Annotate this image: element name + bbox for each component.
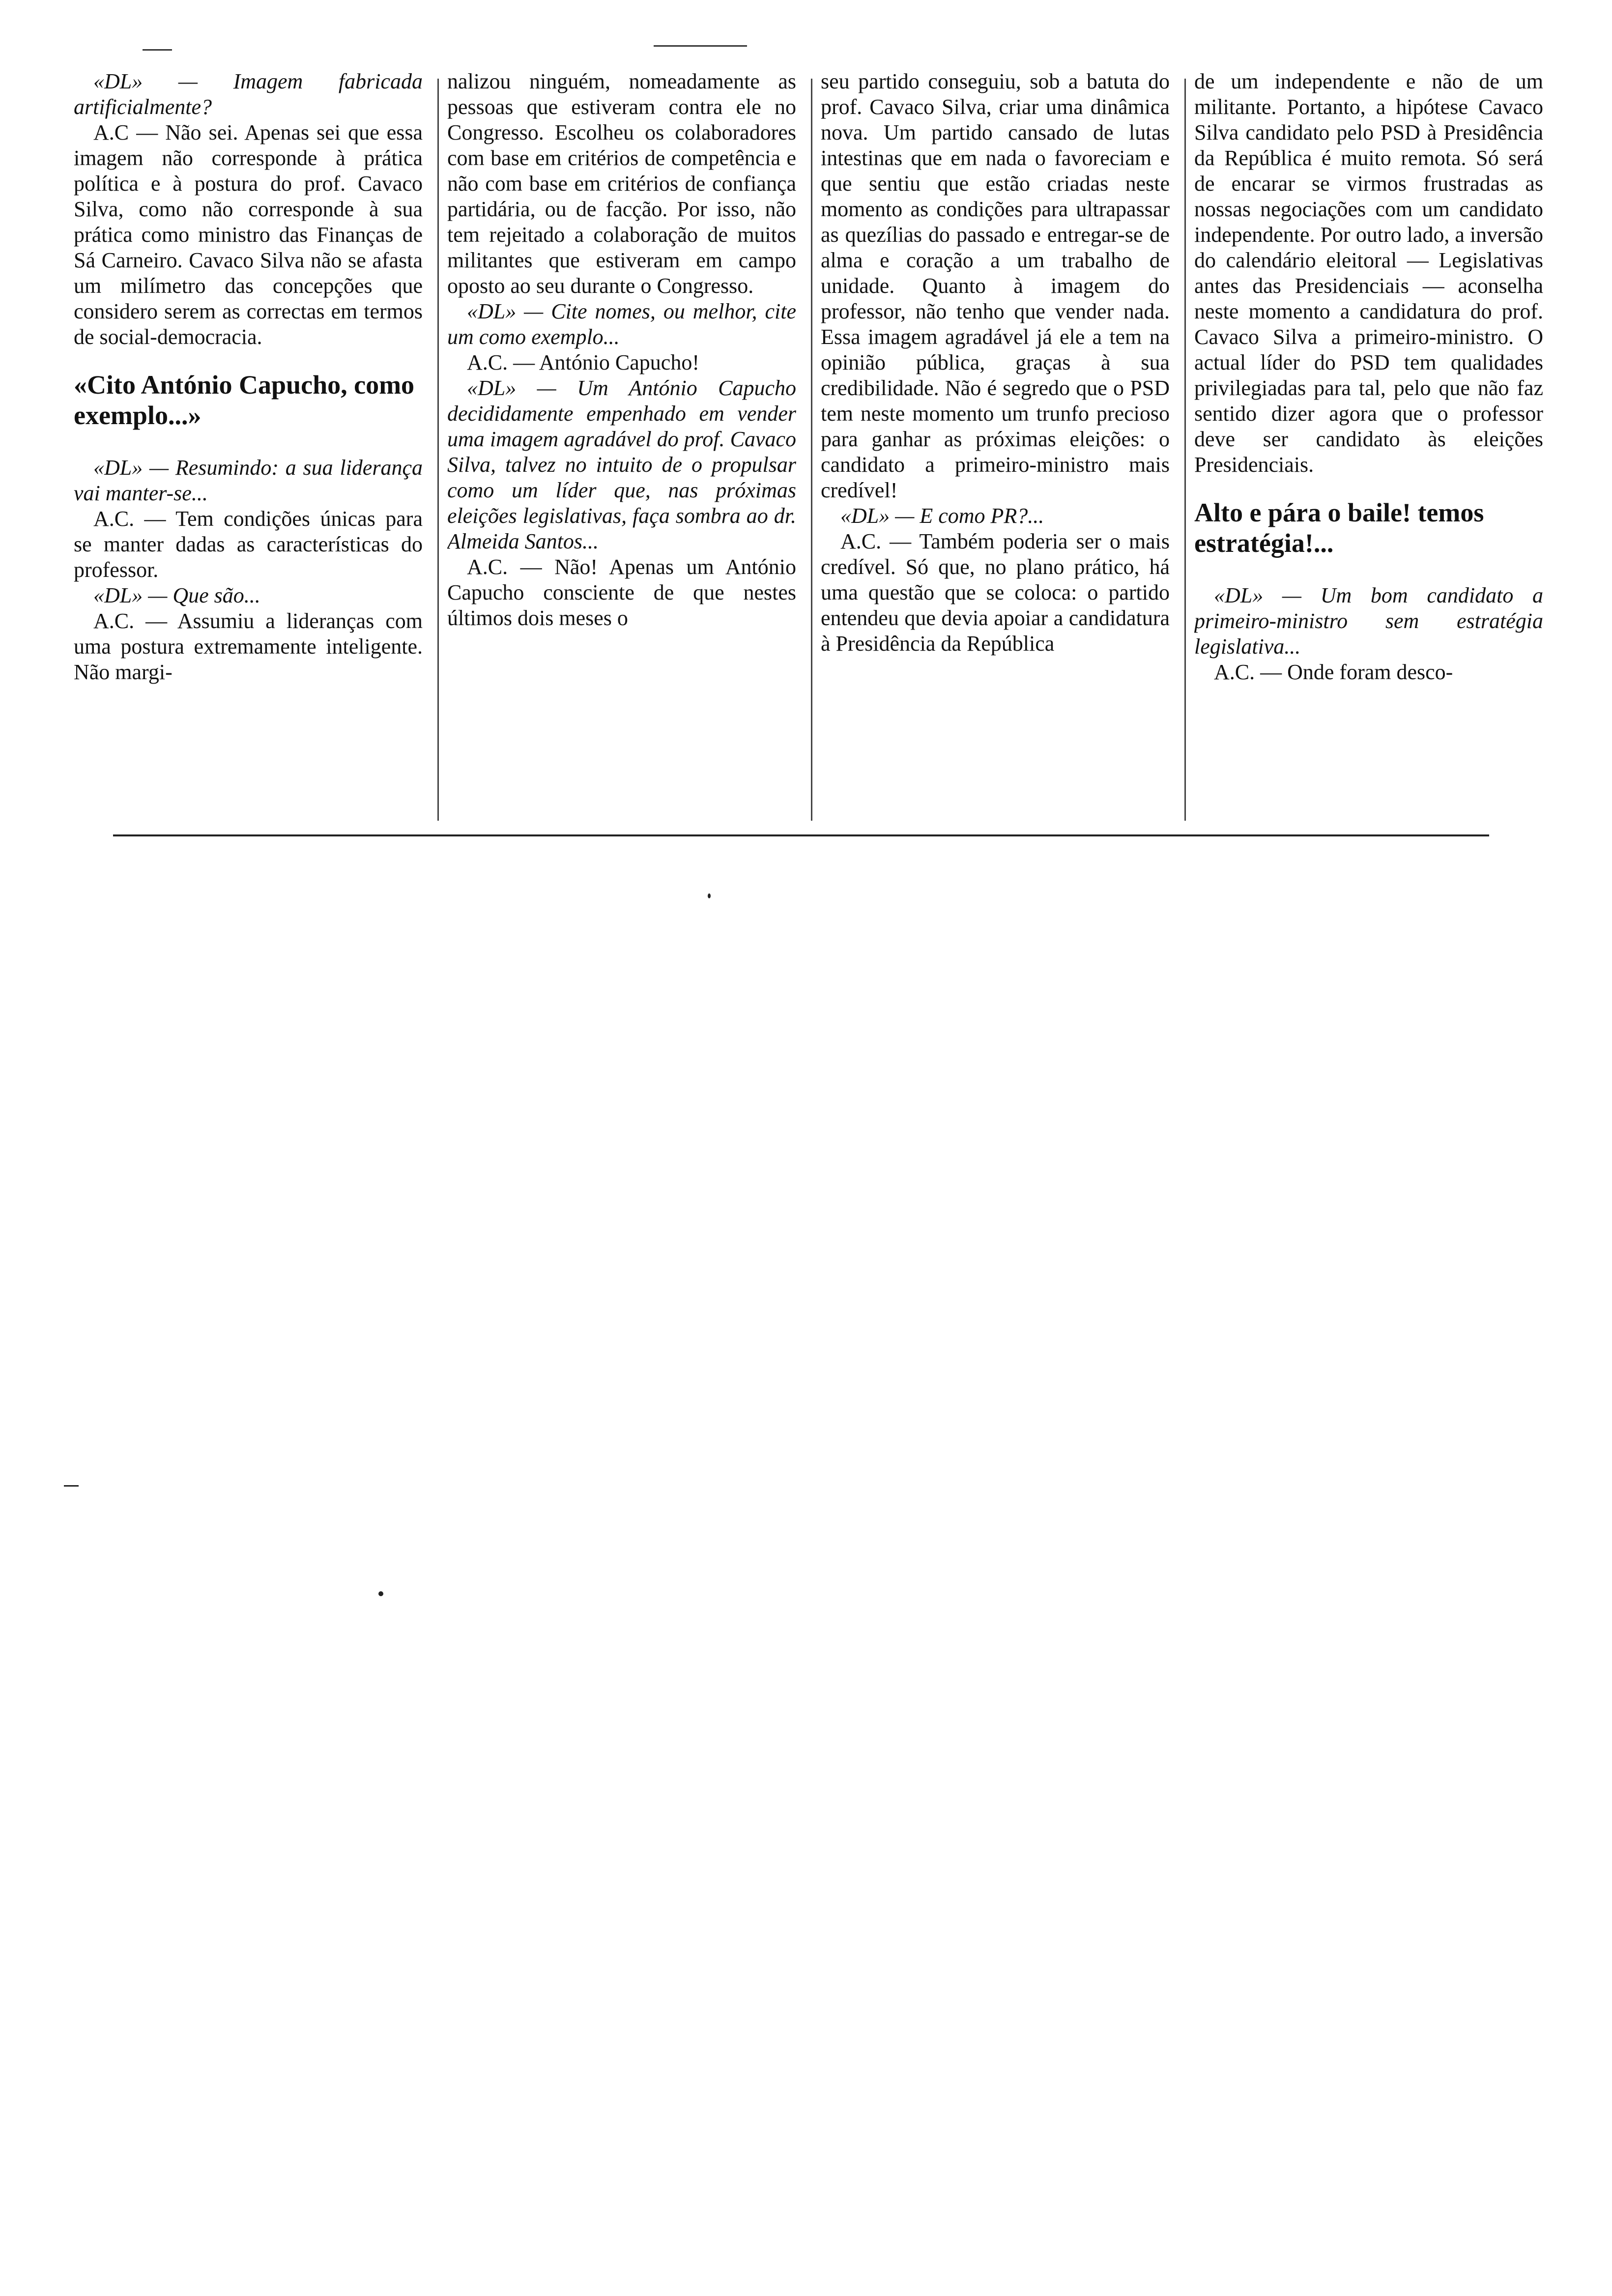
- section-heading: «Cito António Capucho, como exemplo...»: [74, 370, 415, 430]
- top-rule-left: [143, 49, 172, 51]
- question-paragraph: «DL» — Resumindo: a sua liderança vai manter-se...: [74, 456, 423, 505]
- answer-paragraph: A.C. — Não! Apenas um António Capucho consciente de que nestes últimos dois meses o: [447, 555, 796, 630]
- answer-paragraph: nalizou ninguém, nomeadamente as pessoas que estiveram contra ele no Congresso. Escolheu os colaboradores com base em critérios de competência e não com base em critérios de confiança partidária, ou de facção. Por isso, não tem rejeitado a colaboração de muitos militantes que estiveram em campo oposto ao seu durante o Congresso.: [447, 69, 796, 298]
- answer-paragraph: A.C — Não sei. Apenas sei que essa imagem não corresponde à prática política e à postura do prof. Cavaco Silva, como não corresponde à sua prática como ministro das Finanças de Sá Carneiro. Cavaco Silva não se afasta um milímetro das concepções que considero serem as correctas em termos de social-democracia.: [74, 120, 423, 349]
- top-rule: [654, 45, 747, 47]
- question-paragraph: «DL» — Que são...: [93, 583, 260, 607]
- scan-speck: [378, 1591, 383, 1596]
- question-paragraph: «DL» — Um António Capucho decididamente empenhado em vender uma imagem agradável do prof. Cavaco Silva, talvez no intuito de o propulsar como um líder que, nas próximas eleições legislativas, faça sombra ao dr. Almeida Santos...: [447, 376, 796, 553]
- column-divider: [811, 79, 812, 821]
- scan-speck: [64, 1485, 79, 1487]
- answer-paragraph: de um independente e não de um militante. Portanto, a hipótese Cavaco Silva candidato pelo PSD à Presidência da República é muito remota. Só será de encarar se virmos frustradas as nossas negociações com um candidato independente. Por outro lado, a inversão do calendário eleitoral — Legislativas antes das Presidenciais — aconselha neste momento a candidatura do prof. Cavaco Silva a primeiro-ministro. O actual líder do PSD tem qualidades privilegiadas para tal, pelo que não faz sentido dizer agora que o professor deve ser candidato às eleições Presidenciais.: [1194, 69, 1543, 477]
- answer-paragraph: A.C. — Tem condições únicas para se manter dadas as características do professor.: [74, 507, 423, 582]
- newspaper-clipping: [74, 59, 1553, 845]
- answer-paragraph: A.C. — Também poderia ser o mais credível. Só que, no plano prático, há uma questão que se coloca: o partido entendeu que devia apoiar a candidatura à Presidência da República: [821, 529, 1170, 656]
- column-divider: [1184, 79, 1186, 821]
- bottom-rule: [113, 834, 1489, 836]
- answer-paragraph: A.C. — António Capucho!: [467, 350, 699, 374]
- column-1: [74, 69, 423, 821]
- question-paragraph: «DL» — Cite nomes, ou melhor, cite um como exemplo...: [447, 299, 796, 349]
- section-heading: Alto e pára o baile! temos estratégia!...: [1194, 498, 1484, 558]
- scan-speck: [708, 893, 711, 898]
- question-paragraph: «DL» — Um bom candidato a primeiro-ministro sem estratégia legislativa...: [1194, 583, 1543, 659]
- question-paragraph: «DL» — Imagem fabricada artificialmente?: [74, 69, 423, 119]
- column-3: [821, 69, 1170, 821]
- column-4: [1194, 69, 1543, 821]
- column-2: [447, 69, 796, 821]
- answer-paragraph: A.C. — Onde foram desco-: [1214, 660, 1453, 684]
- answer-paragraph: A.C. — Assumiu a lideranças com uma postura extremamente inteligente. Não margi-: [74, 609, 423, 684]
- question-paragraph: «DL» — E como PR?...: [840, 504, 1044, 528]
- answer-paragraph: seu partido conseguiu, sob a batuta do prof. Cavaco Silva, criar uma dinâmica nova. Um partido cansado de lutas intestinas que em nada o favoreciam e que sentiu que estão criadas neste momento as condições para ultrapassar as quezílias do passado e entregar-se de alma e coração a um trabalho de unidade. Quanto à imagem do professor, não tenho que vender nada. Essa imagem agradável já ele a tem na opinião pública, graças à sua credibilidade. Não é segredo que o PSD tem neste momento um trunfo precioso para ganhar as próximas eleições: o candidato a primeiro-ministro mais credível!: [821, 69, 1170, 502]
- column-divider: [437, 79, 439, 821]
